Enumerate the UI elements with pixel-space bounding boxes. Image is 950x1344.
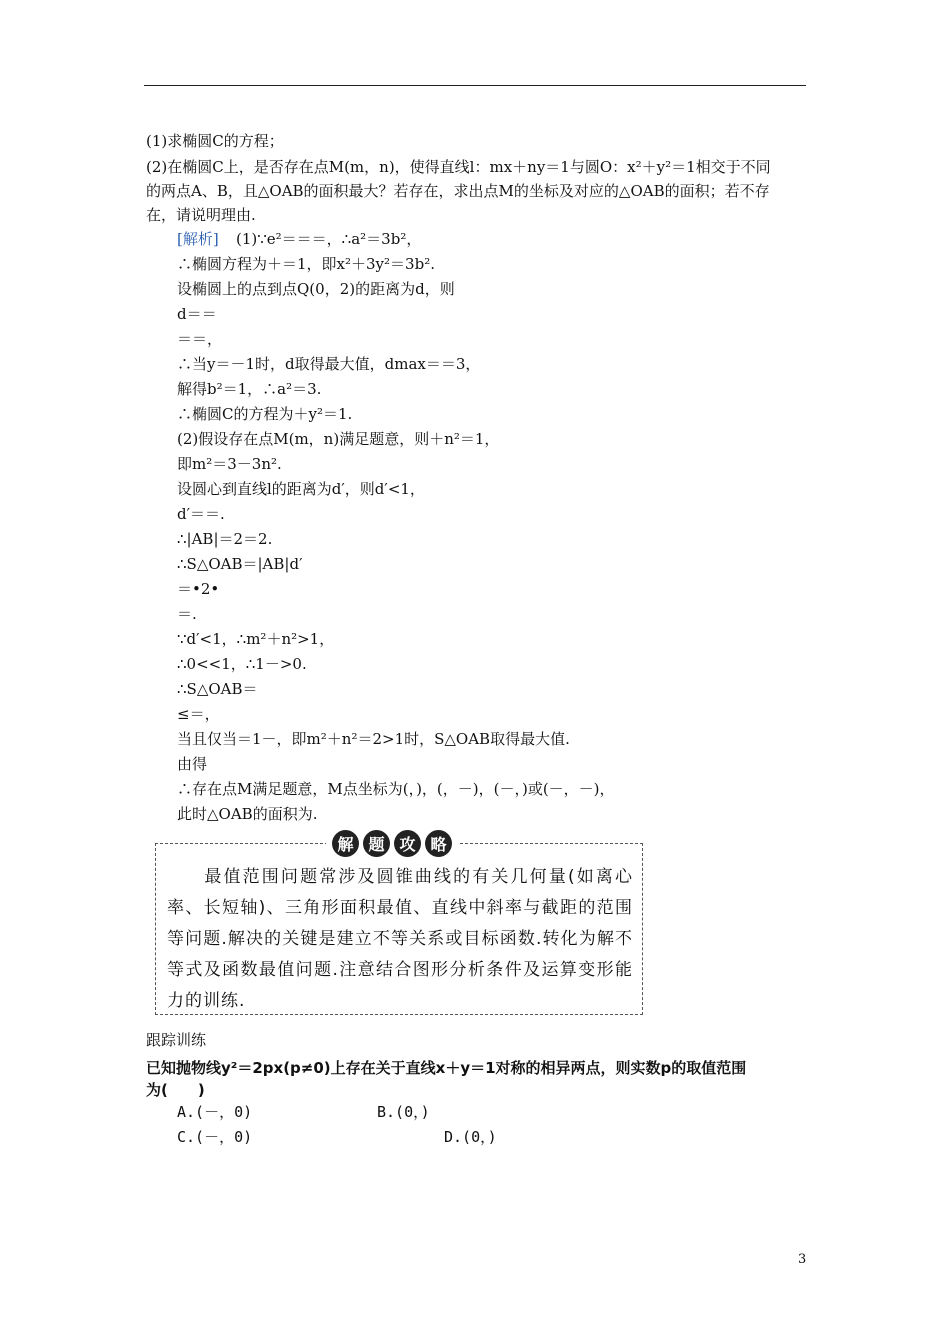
choice-d: D.(0，) — [444, 1128, 497, 1146]
solution-line: ＝. — [177, 605, 197, 623]
solution-line: ∴|AB|＝2＝2. — [177, 530, 273, 548]
solution-tag: [解析] — [177, 230, 219, 248]
question-part1: (1)求椭圆C的方程； — [146, 132, 284, 150]
solution-line: (2)假设存在点M(m，n)满足题意，则＋n²＝1， — [177, 430, 500, 448]
solution-line: d＝＝ — [177, 305, 217, 323]
solution-line: 由得 — [177, 755, 208, 773]
question-part2-line1: (2)在椭圆C上，是否存在点M(m，n)，使得直线l：mx＋ny＝1与圆O：x²＋y²＝1相交于不同 — [146, 158, 771, 176]
solution-line: ＝＝， — [177, 330, 223, 348]
solution-line: 即m²＝3－3n². — [177, 455, 282, 473]
choice-b: B.(0，) — [377, 1103, 430, 1121]
solution-line: ∴椭圆方程为＋＝1，即x²＋3y²＝3b². — [177, 255, 435, 273]
solution-line: ∴当y＝－1时，d取得最大值，dmax＝＝3， — [177, 355, 481, 373]
banner-char: 略 — [425, 830, 452, 857]
solution-line: 解得b²＝1，∴a²＝3. — [177, 380, 322, 398]
banner-char: 解 — [332, 830, 359, 857]
strategy-banner — [326, 828, 458, 858]
solution-line: 设椭圆上的点到点Q(0，2)的距离为d，则 — [177, 280, 455, 298]
header-rule — [144, 85, 806, 86]
practice-question-line1: 已知抛物线y²＝2px(p≠0)上存在关于直线x＋y＝1对称的相异两点，则实数p的取值范围 — [146, 1059, 747, 1077]
solution-line: ∴S△OAB＝|AB|d′ — [177, 555, 303, 573]
practice-heading: 跟踪训练 — [146, 1031, 207, 1049]
practice-question-line2: 为( ) — [146, 1081, 205, 1099]
solution-line: 设圆心到直线l的距离为d′，则d′<1， — [177, 480, 425, 498]
solution-line: ∴存在点M满足题意，M点坐标为(，)，(，－)，(－，)或(－，－)， — [177, 780, 615, 798]
solution-line: ∵d′<1，∴m²＋n²>1， — [177, 630, 335, 648]
solution-line: d′＝＝. — [177, 505, 225, 523]
choice-a: A.(－，0) — [177, 1103, 253, 1121]
solution-line: (1)∵e²＝＝＝，∴a²＝3b²， — [236, 230, 422, 248]
solution-line: 此时△OAB的面积为. — [177, 805, 318, 823]
page-number: 3 — [798, 1252, 807, 1267]
choice-c: C.(－，0) — [177, 1128, 253, 1146]
strategy-text-block — [167, 862, 633, 1017]
strategy-text: 最值范围问题常涉及圆锥曲线的有关几何量(如离心率、长短轴)、三角形面积最值、直线中斜率与截距的范围等问题.解决的关键是建立不等关系或目标函数.转化为解不等式及函数最值问题.注意结合图形分析条件及运算变形能力的训练. — [167, 867, 633, 1011]
banner-char: 题 — [363, 830, 390, 857]
solution-line: ∴椭圆C的方程为＋y²＝1. — [177, 405, 353, 423]
solution-line: ∴0<<1，∴1－>0. — [177, 655, 307, 673]
solution-line: ≤＝， — [177, 705, 220, 723]
solution-line: ＝•2• — [177, 580, 220, 598]
question-part2-line2: 的两点A、B，且△OAB的面积最大？若存在，求出点M的坐标及对应的△OAB的面积；若不存 — [146, 182, 770, 200]
banner-char: 攻 — [394, 830, 421, 857]
question-part2-line3: 在，请说明理由. — [146, 206, 256, 224]
solution-line: 当且仅当＝1－，即m²＋n²＝2>1时，S△OAB取得最大值. — [177, 730, 570, 748]
solution-line: ∴S△OAB＝ — [177, 680, 258, 698]
